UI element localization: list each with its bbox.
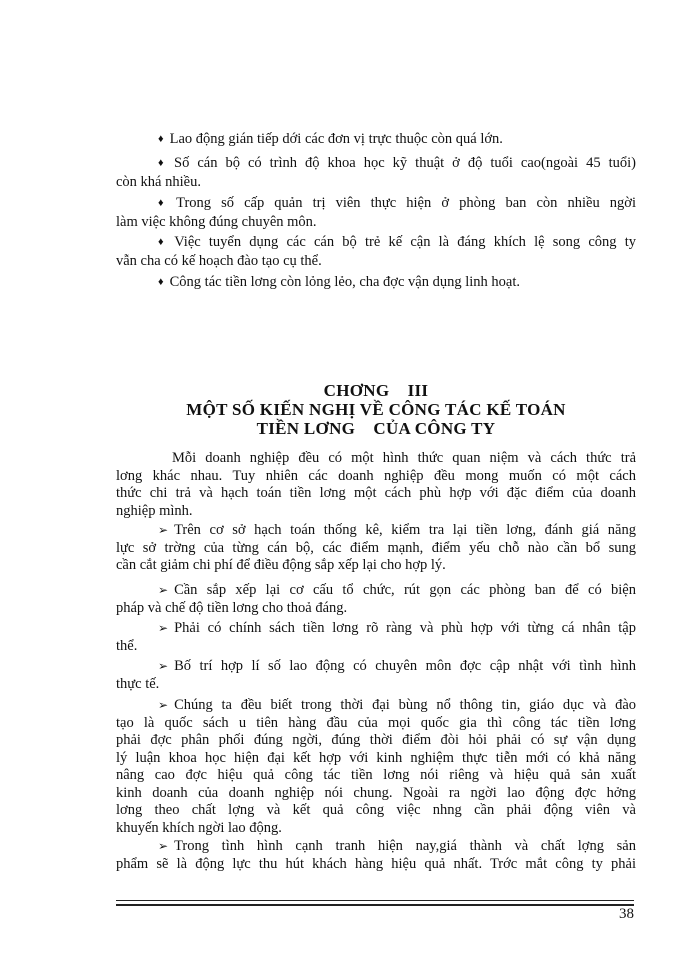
arrow-bullet-icon: ➢ [158,523,169,537]
arrow-bullet-icon: ➢ [158,583,169,597]
arrow-bullet-item: ➢ Trong tình hình cạnh tranh hiện nay,giá thành và chất lợng sản phẩm sẽ là động lực thu hút khách hàng hiệu quả nhất. Trớc mắt công ty phải [116,838,636,872]
arrow-bullet-item: ➢ Chúng ta đều biết trong thời đại bùng nổ thông tin, giáo dục và đào tạo là quốc sách u tiên hàng đầu của mọi quốc gia thì công tác tiền lơng phải đợc phân phối đúng ngời, đúng thời điểm đòi hỏi phải có sự vận dụng lý luận khoa học hiện đại kết hợp với kinh nghiệm thực tiễn mới có khả năng nâng cao đợc hiệu quả công tác tiền lơng nói riêng và hiệu quả sản xuất kinh doanh của doanh nghiệp nói chung. Ngoài ra ngời lao động đợc hởng lơng theo chất lợng và kết quả công việc nhng cần phải động viên và khuyến khích ngời lao động. [116,697,636,836]
arrow-bullet-icon: ➢ [158,621,169,635]
footer-rule-thick [116,904,634,906]
arrow-bullet-icon: ➢ [158,839,169,853]
bullet-item: ♦ Việc tuyển dụng các cán bộ trẻ kế cận là đáng khích lệ song công ty vẫn cha có kế hoạch đào tạo cụ thể. [116,234,636,269]
intro-paragraph: Mỗi doanh nghiệp đều có một hình thức quan niệm và cách thức trả lơng khác nhau. Tuy nhiên các doanh nghiệp đều mong muốn có một cách thức chi trả và hạch toán tiền lơng một cách phù hợp với đặc điểm của doanh nghiệp mình. [116,450,636,519]
diamond-bullet-icon: ♦ [158,276,164,288]
chapter-title-line2: TIỀN LƠNG CỦA CÔNG TY [256,419,496,438]
footer-rule [116,900,634,901]
page-number: 38 [619,906,634,922]
bullet-item: ♦ Số cán bộ có trình độ khoa học kỹ thuật ở độ tuổi cao(ngoài 45 tuổi) còn khá nhiều. [116,155,636,190]
arrow-bullet-item: ➢ Trên cơ sở hạch toán thống kê, kiểm tra lại tiền lơng, đánh giá năng lực sở trờng của từng cán bộ, các điểm mạnh, điểm yếu chỗ nào cần bổ sung cần cắt giảm chi phí để điều động sắp xếp lại cho hợp lý. [116,522,636,573]
arrow-bullet-item: ➢ Phải có chính sách tiền lơng rõ ràng và phù hợp với từng cá nhân tập thể. [116,620,636,654]
diamond-bullet-icon: ♦ [158,133,164,145]
diamond-bullet-icon: ♦ [158,157,168,169]
chapter-heading [116,381,636,438]
arrow-bullet-icon: ➢ [158,659,169,673]
bullet-item: ♦ Công tác tiền lơng còn lỏng lẻo, cha đợc vận dụng linh hoạt. [158,274,520,290]
chapter-number: CHƠNG III [323,381,429,400]
arrow-bullet-icon: ➢ [158,698,169,712]
chapter-title-line1: MỘT SỐ KIẾN NGHỊ VỀ CÔNG TÁC KẾ TOÁN [186,400,566,419]
diamond-bullet-icon: ♦ [158,236,169,248]
arrow-bullet-item: ➢ Bố trí hợp lí số lao động có chuyên môn đợc cập nhật với tình hình thực tế. [116,658,636,692]
diamond-bullet-icon: ♦ [158,197,171,209]
bullet-item: ♦ Lao động gián tiếp dới các đơn vị trực thuộc còn quá lớn. [158,131,503,147]
arrow-bullet-item: ➢ Cần sắp xếp lại cơ cấu tổ chức, rút gọn các phòng ban để có biện pháp và chế độ tiền lơng cho thoả đáng. [116,582,636,616]
bullet-item: ♦ Trong số cấp quản trị viên thực hiện ở phòng ban còn nhiều ngời làm việc không đúng chuyên môn. [116,195,636,230]
